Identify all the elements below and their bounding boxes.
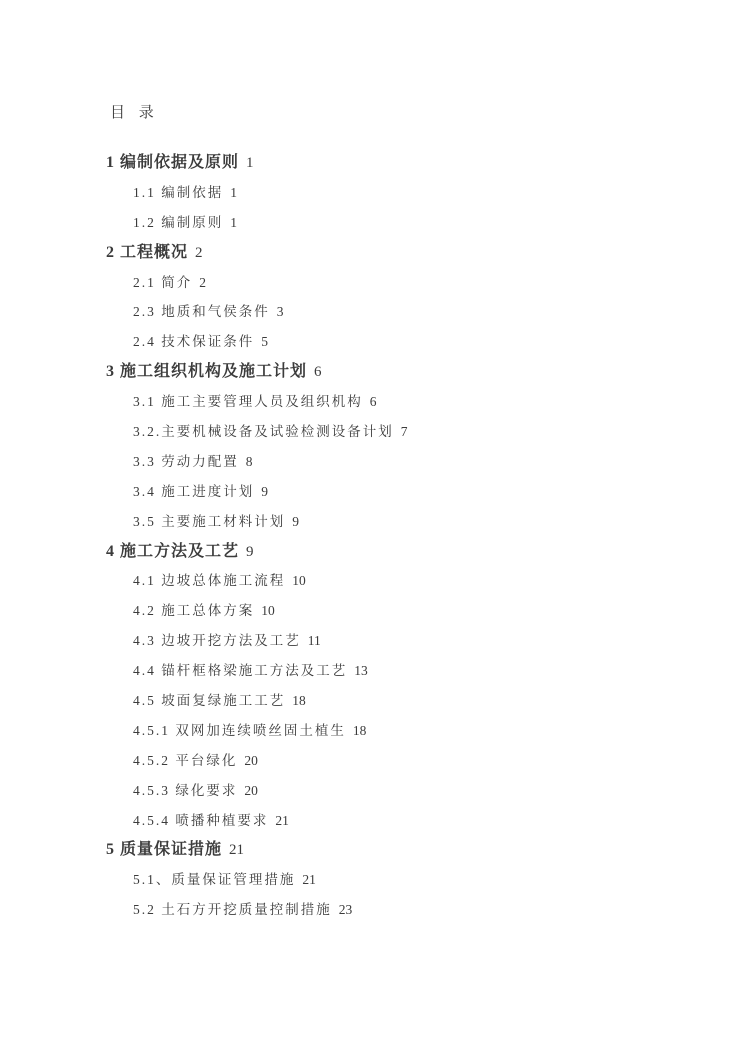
toc-entry[interactable] [133,417,694,447]
toc-entry-label: 5.2 土石方开挖质量控制措施 [133,902,332,918]
toc-entry-label: 4.4 锚杆框格梁施工方法及工艺 [133,663,348,679]
toc-entry-label: 4.5.3 绿化要求 [133,782,238,798]
toc-entry[interactable] [133,806,694,836]
toc-entry[interactable] [133,178,694,208]
toc-entry-label: 1.1 编制依据 [133,184,224,200]
toc-entry-page: 11 [307,633,321,649]
toc-entry-page: 3 [276,304,284,320]
toc-entry-label: 3.2.主要机械设备及试验检测设备计划 [133,424,394,440]
toc-entry[interactable] [133,596,694,626]
toc-entry-page: 21 [275,812,289,828]
toc-entry[interactable] [133,895,694,925]
toc-entry[interactable] [133,656,694,686]
toc-entry-label: 3 施工组织机构及施工计划 [106,363,308,381]
toc-entry-page: 7 [400,424,408,440]
toc-entry-page: 18 [292,693,306,709]
toc-entry-page: 8 [245,453,253,469]
toc-entry[interactable] [106,238,694,268]
toc-entry[interactable] [133,686,694,716]
toc-entry-label: 4 施工方法及工艺 [106,542,240,560]
toc-list [106,148,694,925]
toc-entry[interactable] [133,327,694,357]
toc-entry[interactable] [133,746,694,776]
toc-entry[interactable] [106,357,694,387]
toc-entry-label: 4.5.2 平台绿化 [133,752,238,768]
toc-entry-page: 21 [229,842,245,859]
toc-entry-page: 1 [246,155,254,171]
toc-entry[interactable] [106,835,694,865]
toc-entry-label: 4.3 边坡开挖方法及工艺 [133,633,301,649]
toc-entry-label: 3.3 劳动力配置 [133,453,239,469]
toc-entry-label: 3.4 施工进度计划 [133,483,255,499]
toc-entry-label: 5 质量保证措施 [106,841,223,859]
toc-entry-page: 6 [369,394,377,410]
toc-entry-page: 23 [338,902,353,918]
toc-entry[interactable] [133,865,694,895]
toc-entry[interactable] [133,566,694,596]
toc-entry-label: 4.2 施工总体方案 [133,603,255,619]
toc-entry-page: 18 [352,722,367,738]
toc-entry[interactable] [133,268,694,298]
toc-entry-page: 5 [261,334,268,350]
toc-entry-label: 1 编制依据及原则 [106,154,240,171]
toc-entry[interactable] [133,447,694,477]
toc-entry-label: 2 工程概况 [106,243,189,261]
toc-entry-page: 10 [292,573,306,589]
toc-entry-label: 4.5 坡面复绿施工工艺 [133,693,286,709]
toc-entry-page: 2 [195,244,203,261]
toc-entry[interactable] [133,297,694,327]
toc-entry-page: 9 [246,543,254,560]
toc-entry-label: 2.4 技术保证条件 [133,334,255,350]
toc-entry-label: 3.1 施工主要管理人员及组织机构 [133,394,363,410]
toc-entry-page: 13 [354,663,368,679]
toc-entry-page: 1 [230,214,237,230]
toc-entry-page: 2 [199,274,206,290]
toc-entry-page: 9 [261,483,268,499]
toc-entry[interactable] [133,477,694,507]
toc-entry[interactable] [106,148,694,178]
toc-entry-page: 20 [244,752,258,768]
toc-entry-page: 10 [261,603,275,619]
toc-entry-page: 21 [302,872,316,888]
toc-entry-label: 4.5.1 双网加连续喷丝固土植生 [133,722,346,738]
toc-entry[interactable] [133,776,694,806]
toc-entry-label: 2.1 简介 [133,274,193,290]
toc-entry-label: 4.5.4 喷播种植要求 [133,812,269,828]
toc-entry-page: 9 [292,513,299,529]
toc-entry[interactable] [133,626,694,656]
toc-entry[interactable] [106,537,694,567]
toc-title: 目 录 [110,105,159,121]
toc-entry-label: 3.5 主要施工材料计划 [133,513,286,529]
toc-entry-label: 2.3 地质和气侯条件 [133,304,270,320]
toc-entry[interactable] [133,716,694,746]
toc-entry-page: 20 [244,782,258,798]
toc-entry-label: 4.1 边坡总体施工流程 [133,573,286,589]
toc-entry-label: 5.1、质量保证管理措施 [133,872,296,888]
toc-entry[interactable] [133,208,694,238]
toc-entry-page: 6 [314,364,322,381]
toc-entry[interactable] [133,507,694,537]
toc-entry-page: 1 [230,184,237,200]
toc-entry[interactable] [133,387,694,417]
toc-entry-label: 1.2 编制原则 [133,214,224,230]
